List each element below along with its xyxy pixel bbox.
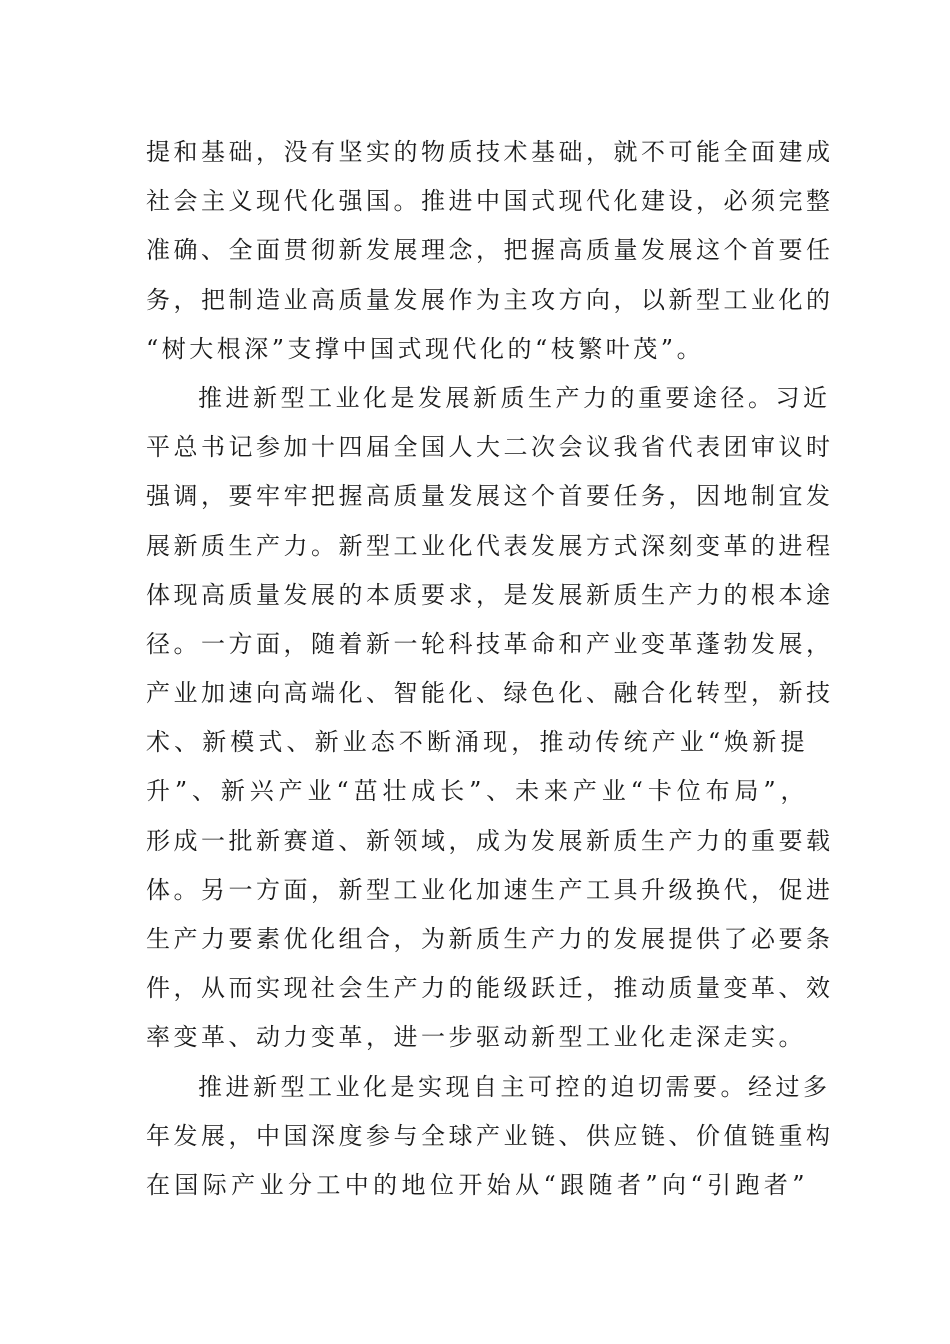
text-line: 年发展，中国深度参与全球产业链、供应链、价值链重构 [146, 1121, 834, 1150]
text-line: 体。另一方面，新型工业化加速生产工具升级换代，促进 [146, 875, 834, 904]
text-line: 产业加速向高端化、智能化、绿色化、融合化转型，新技 [146, 679, 834, 708]
text-line: 径。一方面，随着新一轮科技革命和产业变革蓬勃发展， [146, 629, 834, 658]
text-line: 平总书记参加十四届全国人大二次会议我省代表团审议时 [146, 433, 834, 462]
text-line: 率变革、动力变革，进一步驱动新型工业化走深走实。 [146, 1023, 806, 1052]
text-line: 在国际产业分工中的地位开始从“跟随者”向“引跑者” [146, 1170, 808, 1199]
text-line: 形成一批新赛道、新领域，成为发展新质生产力的重要载 [146, 826, 834, 855]
text-line: 社会主义现代化强国。推进中国式现代化建设，必须完整 [146, 187, 834, 216]
text-line: 术、新模式、新业态不断涌现，推动传统产业“焕新提 [146, 728, 808, 757]
text-line: 准确、全面贯彻新发展理念，把握高质量发展这个首要任 [146, 236, 834, 265]
text-line: 务，把制造业高质量发展作为主攻方向，以新型工业化的 [146, 285, 834, 314]
text-line: 强调，要牢牢把握高质量发展这个首要任务，因地制宜发 [146, 482, 834, 511]
text-line: 体现高质量发展的本质要求，是发展新质生产力的根本途 [146, 580, 834, 609]
body-text [146, 128, 834, 1210]
text-line: “树大根深”支撑中国式现代化的“枝繁叶茂”。 [146, 334, 705, 363]
paragraph-first-line: 推进新型工业化是发展新质生产力的重要途径。习近 [198, 383, 831, 412]
text-line: 升”、新兴产业“茁壮成长”、未来产业“卡位布局”， [146, 777, 808, 806]
text-line: 展新质生产力。新型工业化代表发展方式深刻变革的进程 [146, 531, 834, 560]
text-line: 生产力要素优化组合，为新质生产力的发展提供了必要条 [146, 925, 834, 953]
text-line: 件，从而实现社会生产力的能级跃迁，推动质量变革、效 [146, 974, 834, 1003]
text-line: 提和基础，没有坚实的物质技术基础，就不可能全面建成 [146, 138, 834, 166]
paragraph-first-line: 推进新型工业化是实现自主可控的迫切需要。经过多 [198, 1072, 831, 1101]
